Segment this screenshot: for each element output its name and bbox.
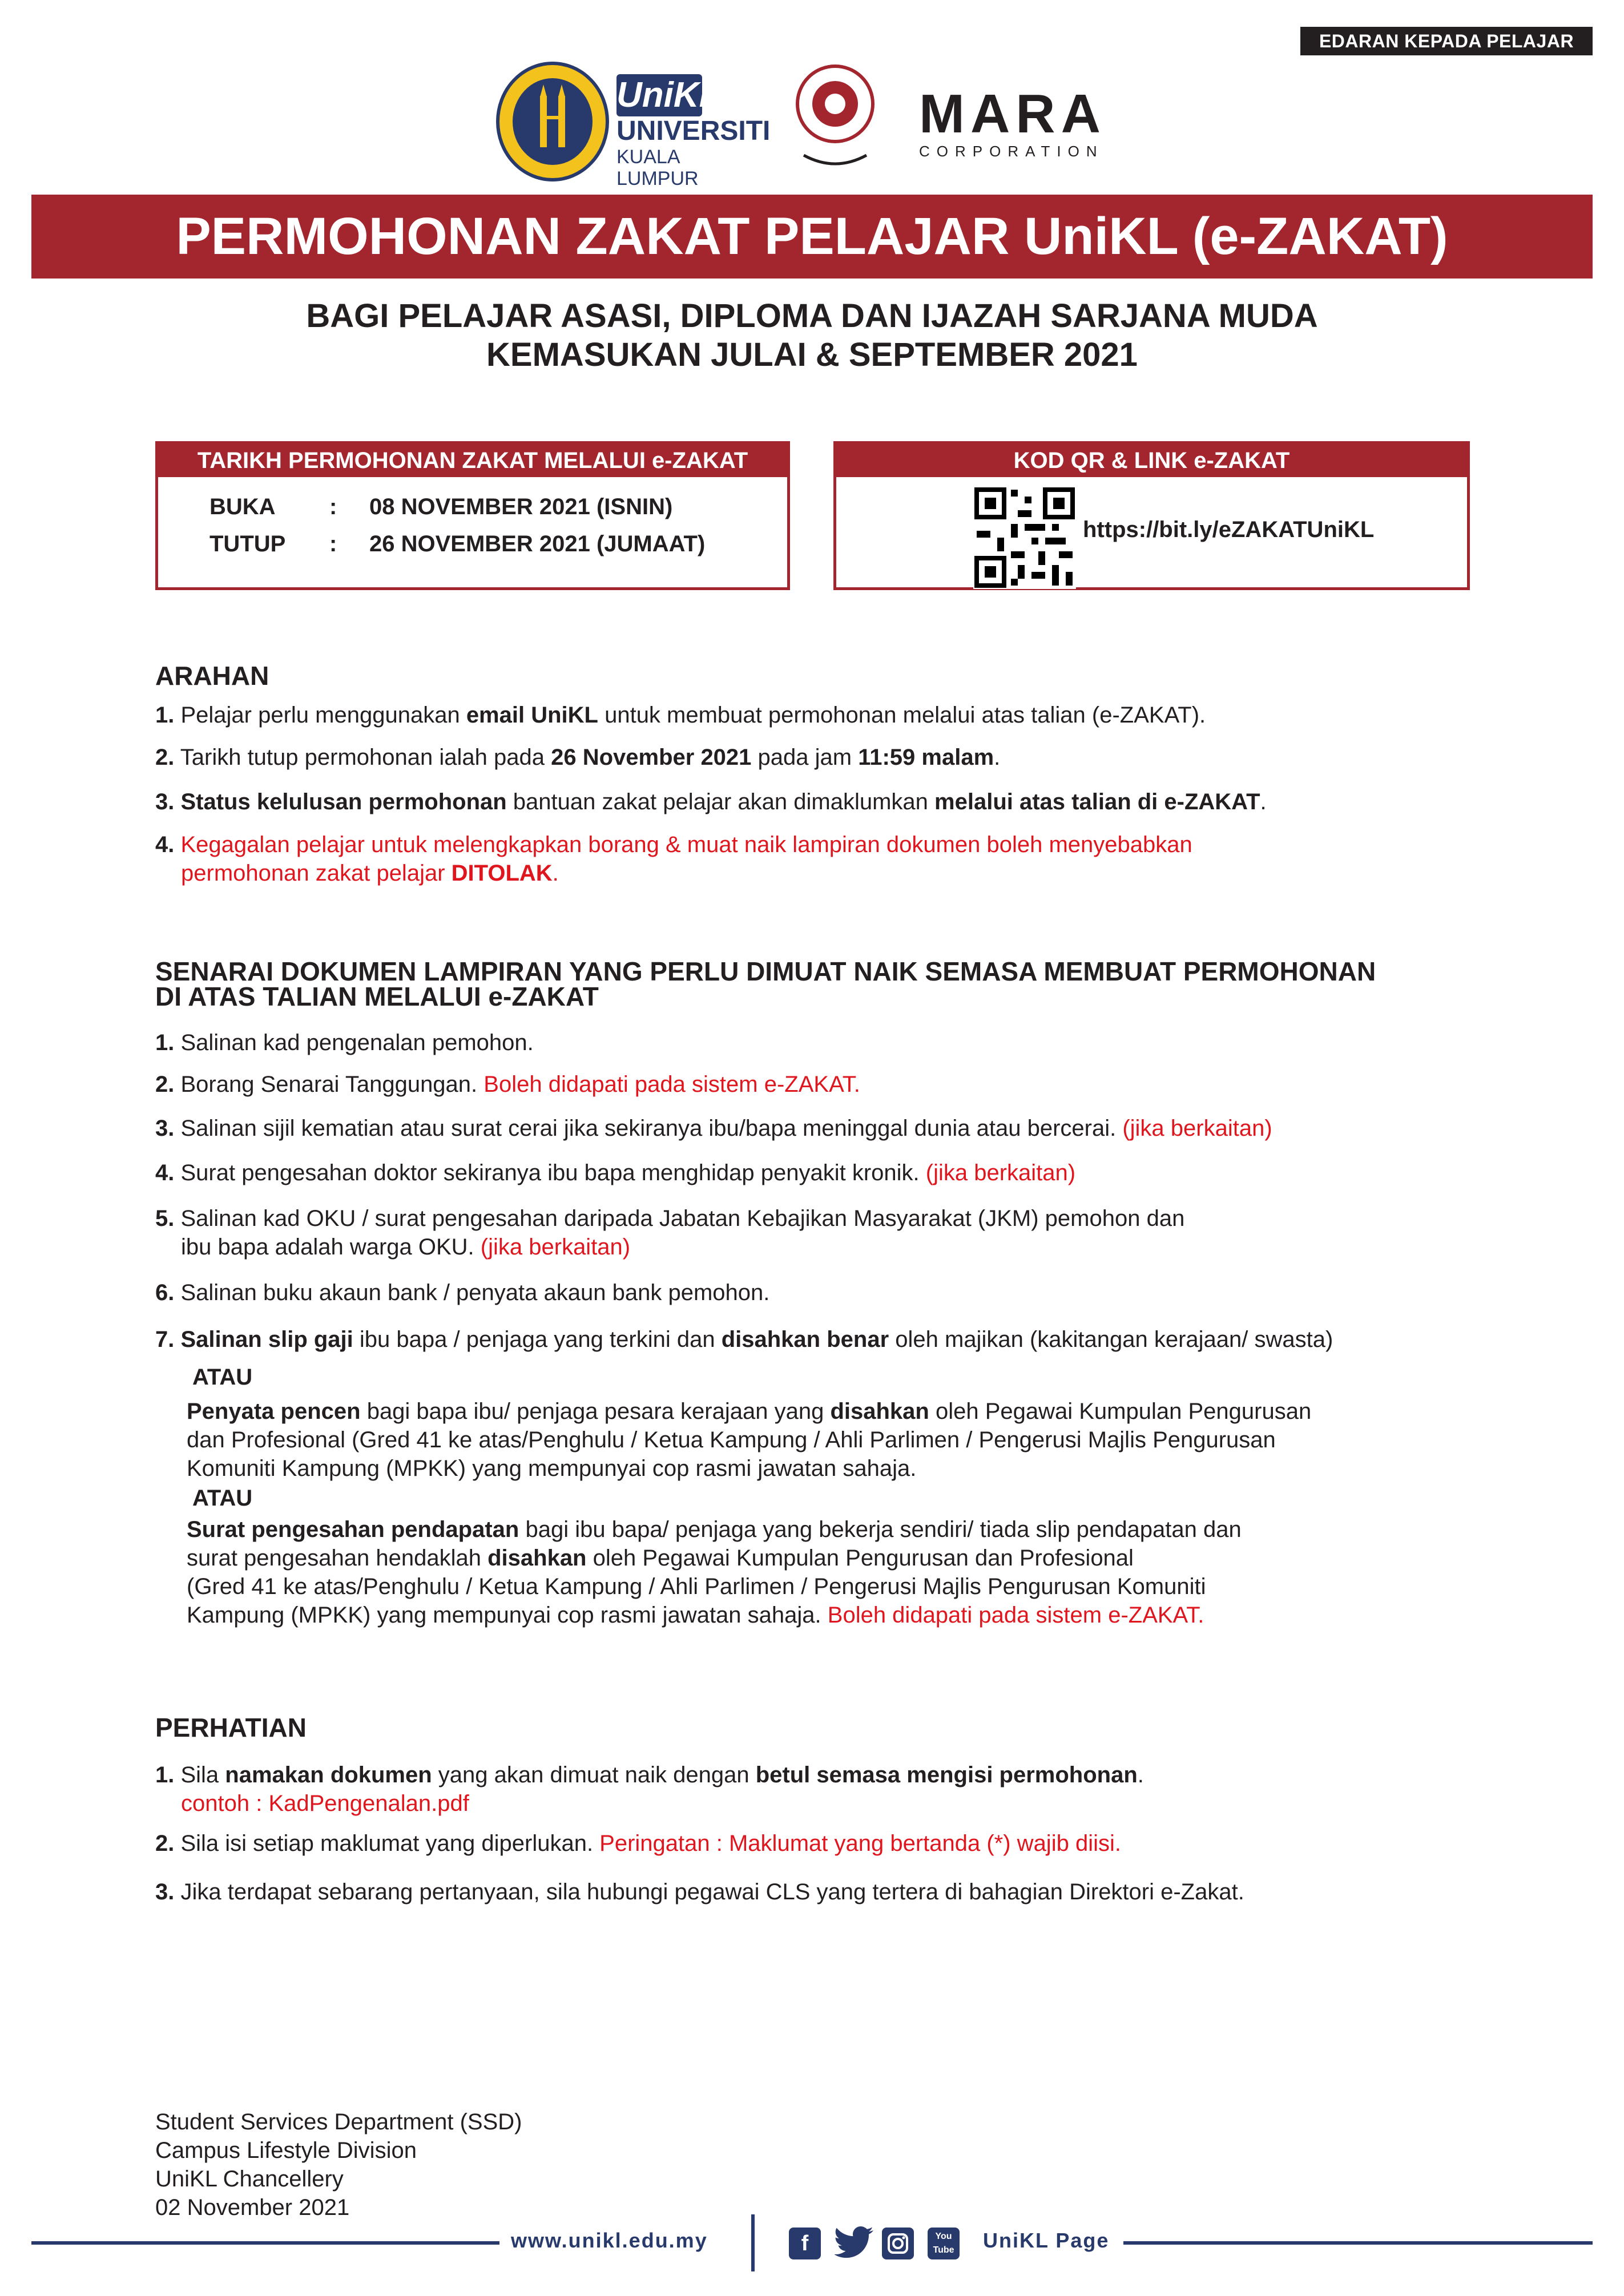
ezakat-link[interactable]: https://bit.ly/eZAKATUniKL bbox=[1083, 517, 1375, 542]
circular-tag: EDARAN KEPADA PELAJAR bbox=[1300, 27, 1593, 55]
dokumen-heading: SENARAI DOKUMEN LAMPIRAN YANG PERLU DIMUAT NAIK SEMASA MEMBUAT PERMOHONAN DI ATAS TALIAN MELALUI e-ZAKAT bbox=[155, 957, 1376, 1011]
open-separator: : bbox=[329, 494, 337, 519]
arahan-heading: ARAHAN bbox=[155, 661, 269, 691]
unikl-logo-word: UniKL bbox=[616, 75, 721, 115]
footer-rule-right bbox=[1123, 2241, 1593, 2245]
dokumen-item-6: 6. Salinan buku akaun bank / penyata akaun bank pemohon. bbox=[155, 1280, 770, 1305]
qr-box bbox=[833, 441, 1470, 590]
unikl-crest bbox=[495, 62, 610, 181]
instagram-icon[interactable] bbox=[882, 2228, 914, 2259]
arahan-item-1: 1. Pelajar perlu menggunakan email UniKL untuk membuat permohonan melalui atas talian (e-ZAKAT). bbox=[155, 703, 1206, 728]
close-date: 26 NOVEMBER 2021 (JUMAAT) bbox=[369, 531, 706, 556]
perhatian-item-2: 2. Sila isi setiap maklumat yang diperlukan. Peringatan : Maklumat yang bertanda (*) wajib diisi. bbox=[155, 1831, 1121, 1856]
qr-box-header: KOD QR & LINK e-ZAKAT bbox=[836, 444, 1467, 477]
dokumen-item-3: 3. Salinan sijil kematian atau surat cerai jika sekiranya ibu/bapa meninggal dunia atau bercerai. (jika berkaitan) bbox=[155, 1116, 1272, 1141]
footer-rule-left bbox=[31, 2241, 499, 2245]
facebook-icon[interactable]: f bbox=[789, 2228, 821, 2259]
close-label: TUTUP bbox=[209, 531, 286, 556]
perhatian-heading: PERHATIAN bbox=[155, 1713, 307, 1742]
dokumen-item-5: 5. Salinan kad OKU / surat pengesahan daripada Jabatan Kebajikan Masyarakat (JKM) pemohon dan ibu bapa adalah warga OKU. (jika berkaitan) bbox=[155, 1206, 1185, 1260]
pencen-block: Penyata pencen bagi bapa ibu/ penjaga pesara kerajaan yang disahkan oleh Pegawai Kumpulan Pengurusan dan Profesional (Gred 41 ke atas/Penghulu / Ketua Kampung / Ahli Parlimen / Pengerusi Majlis Pengurusan Komuniti Kampung (MPKK) yang mempunyai cop rasmi jawatan sahaja. bbox=[187, 1399, 1312, 1481]
twitter-icon[interactable] bbox=[835, 2226, 875, 2261]
atau-label-1: ATAU bbox=[192, 1365, 253, 1390]
dates-box bbox=[155, 441, 790, 590]
qr-code-icon[interactable] bbox=[973, 486, 1076, 589]
dates-box-header: TARIKH PERMOHONAN ZAKAT MELALUI e-ZAKAT bbox=[158, 444, 787, 477]
dokumen-item-7: 7. Salinan slip gaji ibu bapa / penjaga yang terkini dan disahkan benar oleh majikan (kakitangan kerajaan/ swasta) bbox=[155, 1327, 1333, 1352]
mara-logo bbox=[919, 83, 1130, 160]
perhatian-item-1: 1. Sila namakan dokumen yang akan dimuat naik dengan betul semasa mengisi permohonan. contoh : KadPengenalan.pdf bbox=[155, 1762, 1144, 1816]
open-label: BUKA bbox=[209, 494, 276, 519]
dokumen-item-4: 4. Surat pengesahan doktor sekiranya ibu bapa menghidap penyakit kronik. (jika berkaitan) bbox=[155, 1160, 1076, 1185]
page-title: PERMOHONAN ZAKAT PELAJAR UniKL (e-ZAKAT) bbox=[31, 195, 1593, 279]
website-link[interactable]: www.unikl.edu.my bbox=[511, 2229, 708, 2252]
unikl-logo-line2: KUALA LUMPUR bbox=[616, 146, 699, 189]
open-date: 08 NOVEMBER 2021 (ISNIN) bbox=[369, 494, 673, 519]
dokumen-item-1: 1. Salinan kad pengenalan pemohon. bbox=[155, 1030, 534, 1055]
unikl-logo bbox=[616, 74, 771, 189]
arahan-item-4: 4. Kegagalan pelajar untuk melengkapkan borang & muat naik lampiran dokumen boleh menyebabkan permohonan zakat pelajar DITOLAK. bbox=[155, 832, 1192, 886]
youtube-icon[interactable] bbox=[928, 2228, 960, 2259]
subtitle-line1: BAGI PELAJAR ASASI, DIPLOMA DAN IJAZAH SARJANA MUDA bbox=[306, 297, 1318, 334]
arahan-item-3: 3. Status kelulusan permohonan bantuan zakat pelajar akan dimaklumkan melalui atas talian di e-ZAKAT. bbox=[155, 789, 1267, 814]
mara-seal bbox=[792, 64, 878, 172]
unikl-page-label[interactable]: UniKL Page bbox=[983, 2229, 1110, 2252]
atau-label-2: ATAU bbox=[192, 1486, 253, 1511]
youtube-icon-label: You Tube bbox=[933, 2232, 954, 2255]
close-separator: : bbox=[329, 531, 337, 556]
subtitle-line2: KEMASUKAN JULAI & SEPTEMBER 2021 bbox=[486, 336, 1138, 373]
footer-signature: Student Services Department (SSD) Campus Lifestyle Division UniKL Chancellery 02 November 2021 bbox=[155, 2109, 522, 2220]
unikl-logo-line1: UNIVERSITI bbox=[616, 116, 771, 146]
mara-logo-word: MARA bbox=[919, 83, 1106, 144]
dokumen-item-2: 2. Borang Senarai Tanggungan. Boleh didapati pada sistem e-ZAKAT. bbox=[155, 1072, 860, 1097]
pendapatan-block: Surat pengesahan pendapatan bagi ibu bapa/ penjaga yang bekerja sendiri/ tiada slip pendapatan dan surat pengesahan hendaklah disahkan oleh Pegawai Kumpulan Pengurusan dan Profesional (Gred 41 ke atas/Penghulu / Ketua Kampung / Ahli Parlimen / Pengerusi Majlis Pengurusan Komuniti Kampung (MPKK) yang mempunyai cop rasmi jawatan sahaja. Boleh didapati pada sistem e-ZAKAT. bbox=[187, 1517, 1242, 1628]
mara-logo-sub: CORPORATION bbox=[919, 143, 1104, 160]
arahan-item-2: 2. Tarikh tutup permohonan ialah pada 26 November 2021 pada jam 11:59 malam. bbox=[155, 745, 1001, 770]
footer-divider bbox=[751, 2214, 755, 2271]
perhatian-item-3: 3. Jika terdapat sebarang pertanyaan, sila hubungi pegawai CLS yang tertera di bahagian Direktori e-Zakat. bbox=[155, 1879, 1244, 1904]
